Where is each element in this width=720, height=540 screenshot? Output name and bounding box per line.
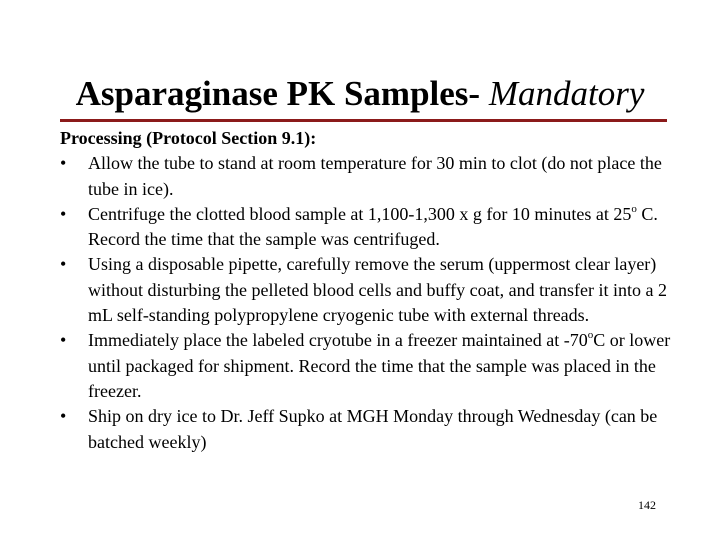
bullet-text: Allow the tube to stand at room temperature for 30 min to clot (do not place the tube in ice). — [88, 153, 662, 199]
degree-superscript: o — [587, 329, 594, 342]
bullet-item-5 — [60, 404, 680, 455]
section-subheading: Processing (Protocol Section 9.1): — [60, 128, 317, 148]
bullet-item-4 — [60, 328, 680, 404]
bullet-text: Using a disposable pipette, carefully remove the serum (uppermost clear layer) without disturbing the pelleted blood cells and buffy coat, and transfer it into a 2 mL self-standing polypropylene cryogenic tube with external threads. — [88, 254, 668, 326]
bullet-text: Ship on dry ice to Dr. Jeff Supko at MGH Monday through Wednesday (can be batched weekly) — [88, 406, 658, 452]
bullet-marker: • — [60, 406, 67, 427]
bullet-text — [88, 330, 670, 401]
bullet-text-part: Centrifuge the clotted blood sample at 1,100-1,300 x g for 10 minutes at 25 — [88, 203, 632, 224]
bullet-marker: • — [60, 203, 67, 224]
slide-title-italic: Mandatory — [488, 74, 645, 113]
bullet-list — [60, 151, 680, 455]
bullet-text-part: C. Record the time that the sample was centrifuged. — [88, 203, 658, 250]
bullet-item-1 — [60, 151, 680, 202]
slide-title-main: Asparaginase PK Samples- — [75, 74, 481, 113]
bullet-marker: • — [60, 330, 67, 351]
degree-superscript: o — [631, 202, 637, 215]
bullet-text-part: Immediately place the labeled cryotube in a freezer maintained at -70 — [88, 330, 588, 351]
bullet-item-2 — [60, 202, 680, 253]
bullet-text-part: C or lower until packaged for shipment. Record the time that the sample was placed in the freezer. — [88, 330, 671, 401]
title-divider — [60, 119, 667, 122]
slide-body — [60, 126, 680, 455]
bullet-text — [88, 204, 658, 249]
bullet-marker: • — [60, 254, 67, 275]
bullet-marker: • — [60, 153, 67, 174]
slide-title — [0, 72, 720, 116]
page-number: 142 — [638, 498, 656, 512]
bullet-item-3 — [60, 252, 680, 328]
